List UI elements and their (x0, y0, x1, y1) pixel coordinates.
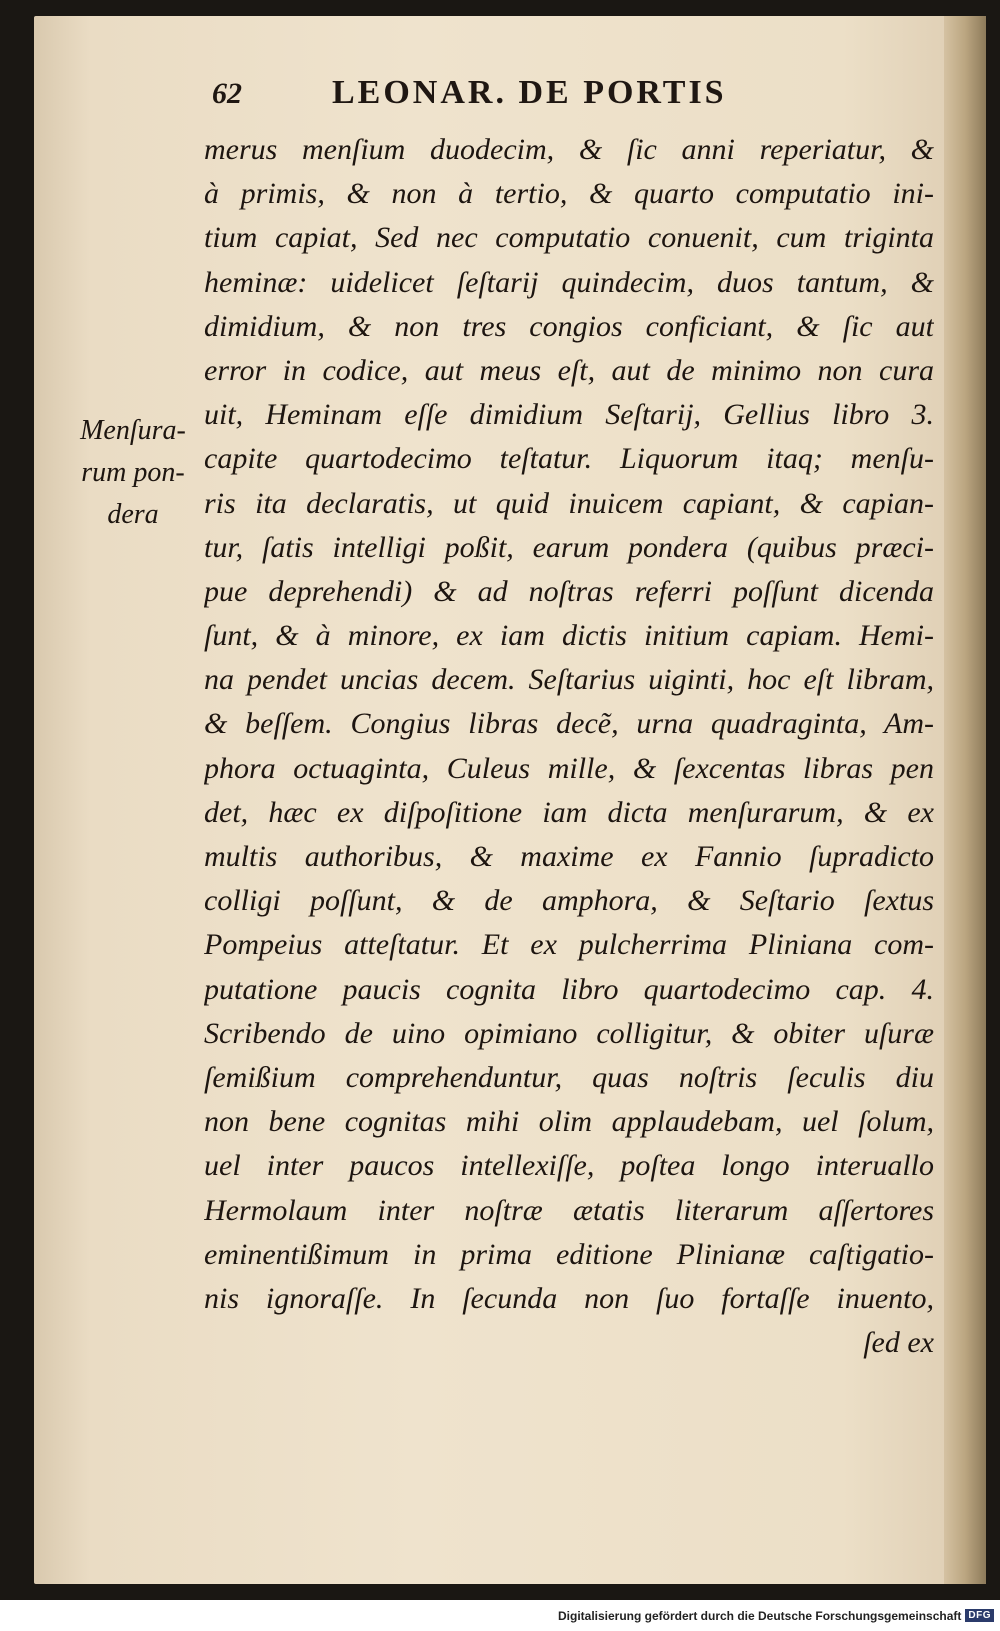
footer-credit: Digitalisierung gefördert durch die Deutsche Forschungsgemeinschaft (557, 1608, 962, 1623)
text-line: heminæ: uidelicet ſeſtarij quindecim, duos tantum, & (204, 265, 934, 299)
text-line: Scribendo de uino opimiano colligitur, & obiter uſuræ (204, 1016, 934, 1050)
text-line: ſunt, & à minore, ex iam dictis initium capiam. Hemi- (204, 619, 934, 653)
text-line: tur, ſatis intelligi poßit, earum pondera (quibus præci- (204, 530, 934, 564)
text-line: tium capiat, Sed nec computatio conuenit, cum triginta (204, 221, 934, 255)
text-line: na pendet uncias decem. Seſtarius uiginti, hoc eſt libram, (204, 663, 934, 697)
text-line: Pompeius atteſtatur. Et ex pulcherrima Pliniana com- (204, 928, 934, 962)
text-line: det, hæc ex diſpoſitione iam dicta menſurarum, & ex (204, 795, 934, 829)
text-line: Hermolaum inter noſtræ ætatis literarum aſſertores (204, 1193, 934, 1227)
digitization-footer (0, 1600, 1000, 1631)
text-line: à primis, & non à tertio, & quarto computatio ini- (204, 177, 934, 211)
dfg-logo-icon: DFG (965, 1609, 994, 1622)
marginal-note-line: Menſura- (80, 415, 186, 446)
page-edge (944, 16, 986, 1584)
text-line: eminentißimum in prima editione Plinianæ caſtigatio- (204, 1237, 934, 1271)
text-line: non bene cognitas mihi olim applaudebam, uel ſolum, (204, 1105, 934, 1139)
text-line: uit, Heminam eſſe dimidium Seſtarij, Gellius libro 3. (204, 398, 934, 432)
text-line: pue deprehendi) & ad noſtras referri poſſunt dicenda (204, 574, 934, 608)
text-line: ſemißium comprehenduntur, quas noſtris ſeculis diu (204, 1060, 934, 1094)
text-line: & beſſem. Congius libras decẽ, urna quadraginta, Am- (204, 707, 934, 741)
text-line: uel inter paucos intellexiſſe, poſtea longo interuallo (204, 1149, 934, 1183)
text-line: putatione paucis cognita libro quartodecimo cap. 4. (204, 972, 934, 1006)
text-line: merus menſium duodecim, & ſic anni reperiatur, & (204, 133, 934, 166)
catchword: ſed ex (863, 1326, 934, 1360)
page-number: 62 (212, 77, 242, 110)
text-line: error in codice, aut meus eſt, aut de minimo non cura (204, 353, 934, 387)
text-line: phora octuaginta, Culeus mille, & ſexcentas libras pen (204, 751, 934, 785)
text-line: nis ignoraſſe. In ſecunda non ſuo fortaſſe inuento, (204, 1281, 934, 1315)
text-line: ris ita declaratis, ut quid inuicem capiant, & capian- (204, 486, 934, 520)
running-title: LEONAR. DE PORTIS (332, 74, 727, 111)
text-line: dimidium, & non tres congios conficiant, & ſic aut (204, 309, 934, 343)
text-line: capite quartodecimo teſtatur. Liquorum itaq; menſu- (204, 442, 934, 476)
text-line: multis authoribus, & maxime ex Fannio ſupradicto (204, 840, 934, 873)
body-text (204, 128, 934, 1365)
marginal-note (58, 410, 208, 536)
page-header (212, 74, 932, 120)
marginal-note-line: rum pon- (81, 457, 185, 488)
marginal-note-line: dera (107, 499, 159, 530)
text-line: colligi poſſunt, & de amphora, & Seſtario ſextus (204, 884, 934, 918)
